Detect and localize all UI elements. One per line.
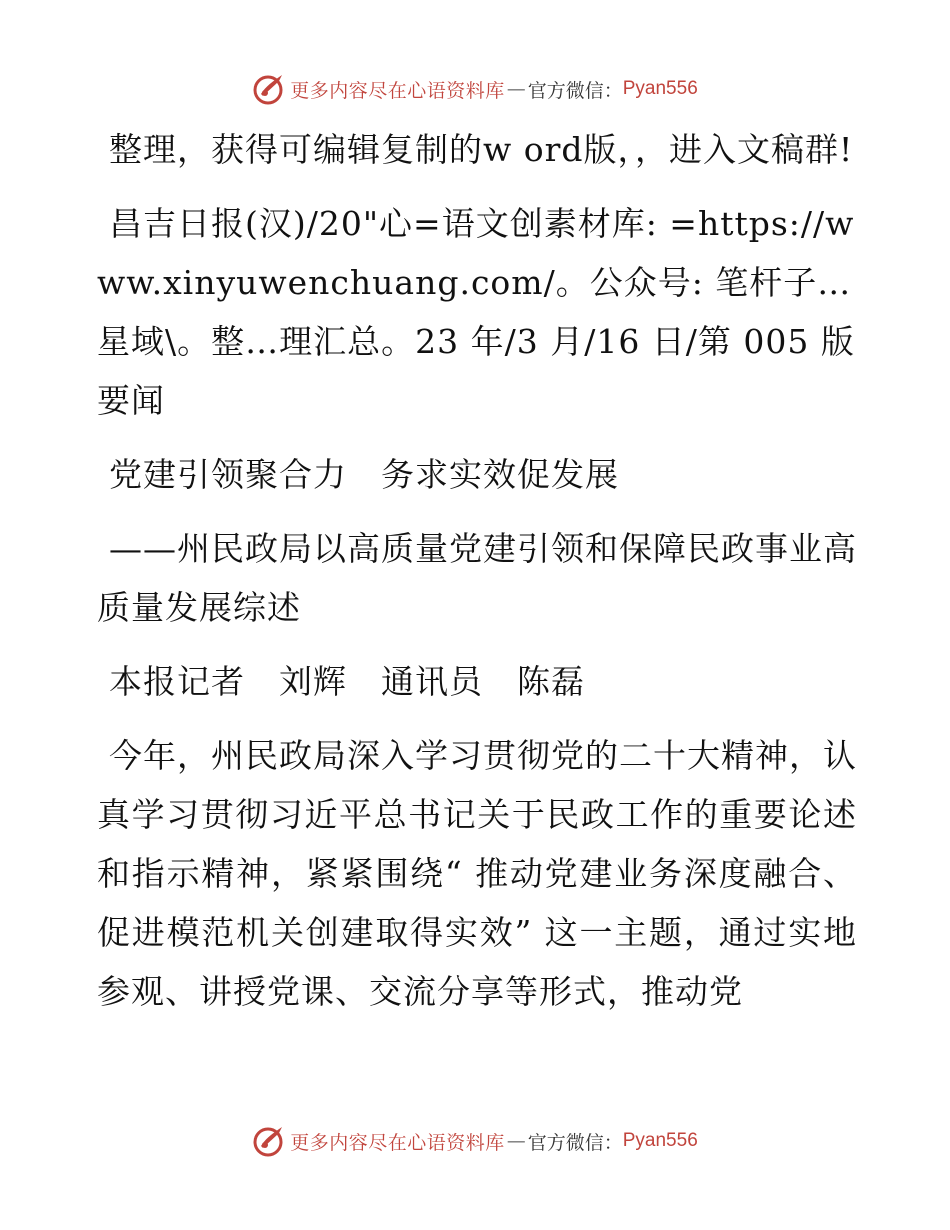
watermark-banner-bottom [0, 1124, 950, 1158]
paragraph-body: 今年，州民政局深入学习贯彻党的二十大精神，认真学习贯彻习近平总书记关于民政工作的重要论述和指示精神，紧紧围绕“ 推动党建业务深度融合、促进模范机关创建取得实效” 这一主题，通过实地参观、讲授党课、交流分享等形式，推动党 [97, 736, 857, 1011]
watermark-separator: — [506, 1130, 526, 1152]
brush-logo-icon [252, 72, 286, 106]
watermark-text: 更多内容尽在心语资料库 [290, 79, 505, 102]
watermark-text: 更多内容尽在心语资料库 [290, 1131, 505, 1154]
brush-logo-icon [252, 1124, 286, 1158]
article-byline: 本报记者 刘辉 通讯员 陈磊 [109, 662, 585, 701]
wechat-label: 官方微信： [527, 1131, 623, 1154]
watermark-banner-top [0, 72, 950, 106]
article-subheadline: ——州民政局以高质量党建引领和保障民政事业高质量发展综述 [97, 529, 857, 627]
paragraph-source: 昌吉日报(汉)/20"心=语文创素材库: =https://www.xinyuwenchuang.com/。公众号: 笔杆子…星域\。整…理汇总。23 年/3 月/16 日/第 005 版要闻 [97, 204, 855, 420]
wechat-id: Pyan556 [622, 1130, 698, 1151]
wechat-label: 官方微信： [527, 79, 623, 102]
document-body [97, 120, 857, 1036]
wechat-id: Pyan556 [622, 78, 698, 99]
paragraph-intro: 整理，获得可编辑复制的w ord版，，进入文稿群! [109, 130, 854, 169]
watermark-separator: — [506, 78, 526, 100]
article-headline: 党建引领聚合力 务求实效促发展 [109, 455, 619, 494]
